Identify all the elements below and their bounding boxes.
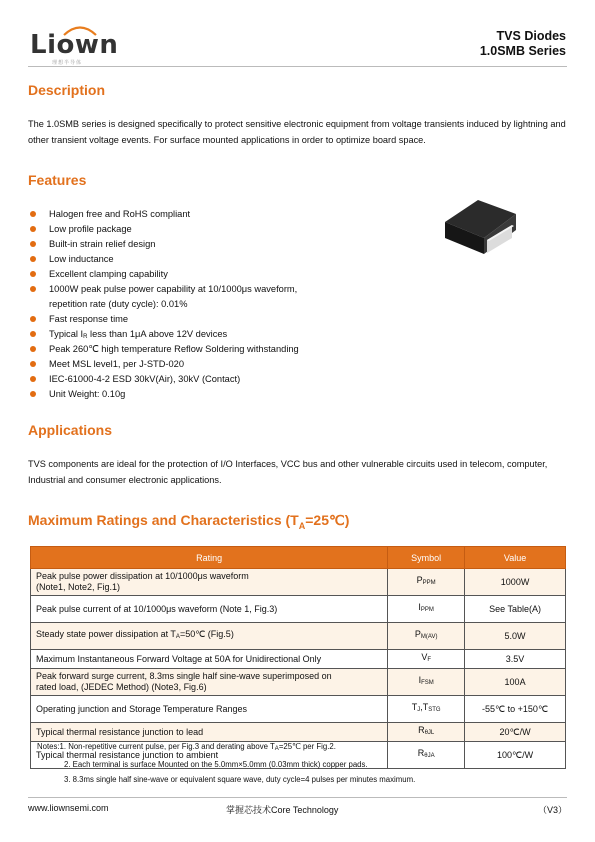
rating-cell: Peak pulse current of at 10/1000μs waveform (Note 1, Fig.3) <box>31 596 388 623</box>
value-cell: 1000W <box>465 569 566 596</box>
rating-cell: Peak pulse power dissipation at 10/1000μs waveform (Note1, Note2, Fig.1) <box>31 569 388 596</box>
bullet-icon <box>30 376 36 382</box>
bullet-icon <box>30 286 36 292</box>
table-notes <box>37 739 415 787</box>
bullet-icon <box>30 391 36 397</box>
description-heading: Description <box>28 82 106 98</box>
feature-item: Low inductance <box>28 252 299 267</box>
bullet-icon <box>30 241 36 247</box>
document-title <box>480 29 566 59</box>
bullet-icon <box>30 211 36 217</box>
features-list <box>28 207 299 402</box>
footer-slogan: 掌握芯技术Core Technology <box>226 805 339 815</box>
feature-item: Meet MSL level1, per J-STD-020 <box>28 357 299 372</box>
footer-version: （V3） <box>537 805 567 815</box>
rating-cell: Maximum Instantaneous Forward Voltage at 50A for Unidirectional Only <box>31 650 388 669</box>
value-cell: See Table(A) <box>465 596 566 623</box>
footer-divider <box>28 797 567 798</box>
symbol-cell: $I_{FSM}$ <box>388 669 465 696</box>
feature-item: IEC-61000-4-2 ESD 30kV(Air), 30kV (Contact) <box>28 372 299 387</box>
title-series: 1.0SMB Series <box>479 44 566 58</box>
symbol-cell: $I_{PPM}$ <box>388 596 465 623</box>
table-header-row <box>31 547 566 569</box>
rating-cell: Typical thermal resistance junction to lead <box>31 723 388 742</box>
column-header-rating: Rating <box>31 547 388 569</box>
table-row <box>31 669 566 696</box>
bullet-icon <box>30 271 36 277</box>
table-row <box>31 569 566 596</box>
bullet-icon <box>30 331 36 337</box>
rating-cell: Peak forward surge current, 8.3ms single half sine-wave superimposed on rated load, (JEDEC Method) (Note3, Fig.6) <box>31 669 388 696</box>
table-row <box>31 596 566 623</box>
table-row <box>31 650 566 669</box>
applications-heading: Applications <box>28 422 113 438</box>
ratings-table <box>30 546 566 769</box>
value-cell: 100A <box>465 669 566 696</box>
table-row <box>31 623 566 650</box>
header-divider <box>28 66 567 67</box>
symbol-cell: $P_{M(AV)}$ <box>388 623 465 650</box>
title-product-type: TVS Diodes <box>496 29 566 43</box>
column-header-value: Value <box>465 547 566 569</box>
column-header-symbol: Symbol <box>388 547 465 569</box>
applications-text: TVS components are ideal for the protection of I/O Interfaces, VCC bus and other vulnerable circuits used in telecom, computer, Industrial and consumer electronic applications. <box>28 459 548 485</box>
smb-package-image <box>440 192 520 262</box>
feature-item: Unit Weight: 0.10g <box>28 387 299 402</box>
table-row <box>31 696 566 723</box>
brand-wordmark: Liown <box>30 30 119 60</box>
bullet-icon <box>30 346 36 352</box>
ratings-heading: Maximum Ratings and Characteristics $(T_A=25℃)$ <box>28 512 350 531</box>
feature-item: Excellent clamping capability <box>28 267 299 282</box>
symbol-cell: $R_{\theta JL}$ <box>388 723 465 742</box>
value-cell: -55℃ to +150℃ <box>465 696 566 723</box>
rating-cell: Operating junction and Storage Temperature Ranges <box>31 696 388 723</box>
note-3: 3. 8.3ms single half sine-wave or equivalent square wave, duty cycle=4 pulses per minutes maximum. <box>64 775 416 784</box>
value-cell: 100℃/W <box>465 742 566 769</box>
note-1: Notes:1. Non-repetitive current pulse, per Fig.3 and derating above $T_A=25℃$ per Fig.2. <box>37 742 336 752</box>
rating-cell: Typical thermal resistance junction to ambient <box>31 742 388 769</box>
symbol-cell: $R_{\theta JA}$ <box>388 742 465 769</box>
feature-item: Typical $I_R$ less than 1μA above 12V devices <box>28 327 299 342</box>
symbol-cell: $V_F$ <box>388 650 465 669</box>
brand-logo <box>30 24 140 66</box>
brand-tagline: 理想半导体 <box>52 60 83 66</box>
feature-item: Halogen free and RoHS compliant <box>28 207 299 222</box>
footer-website: www.liownsemi.com <box>28 803 109 813</box>
feature-item: Peak 260℃ high temperature Reflow Soldering withstanding <box>28 342 299 357</box>
feature-item: Fast response time <box>28 312 299 327</box>
value-cell: 20℃/W <box>465 723 566 742</box>
rating-cell: Steady state power dissipation at $T_A=50℃$ (Fig.5) <box>31 623 388 650</box>
features-heading: Features <box>28 172 87 188</box>
bullet-icon <box>30 226 36 232</box>
feature-item: Low profile package <box>28 222 299 237</box>
symbol-cell: $P_{PPM}$ <box>388 569 465 596</box>
bullet-icon <box>30 361 36 367</box>
feature-item: 1000W peak pulse power capability at 10/1000μs waveform, repetition rate (duty cycle): 0.01% <box>28 282 299 312</box>
description-text: The 1.0SMB series is designed specifically to protect sensitive electronic equipment from voltage transients induced by lightning and other transient voltage events. For surface mounted applications in order to optimize board space. <box>28 119 566 145</box>
value-cell: 3.5V <box>465 650 566 669</box>
bullet-icon <box>30 256 36 262</box>
feature-item: Built-in strain relief design <box>28 237 299 252</box>
symbol-cell: $T_J,T_{STG}$ <box>388 696 465 723</box>
bullet-icon <box>30 316 36 322</box>
note-2: 2. Each terminal is surface Mounted on the 5.0mm×5.0mm (0.03mm thick) copper pads. <box>64 760 368 769</box>
value-cell: 5.0W <box>465 623 566 650</box>
